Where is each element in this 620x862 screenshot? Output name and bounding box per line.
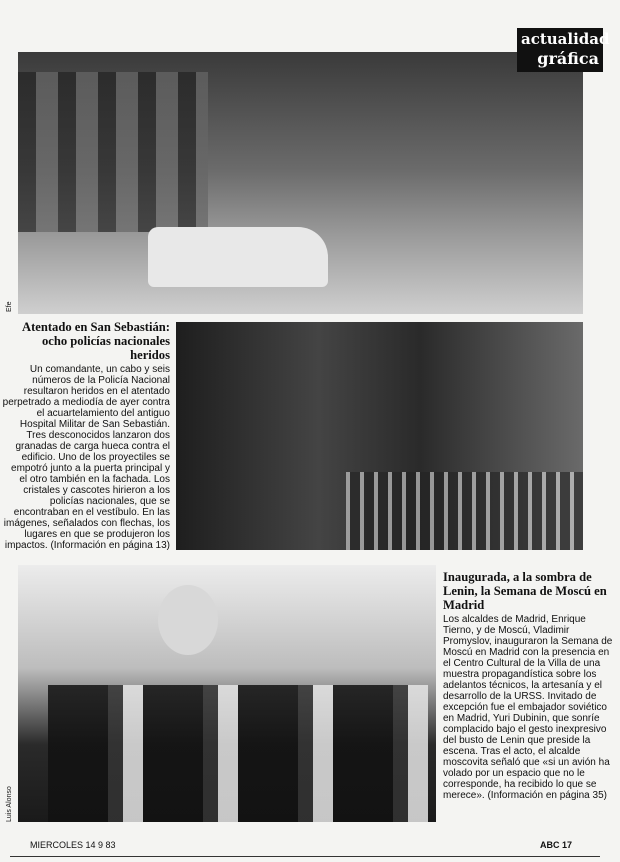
- footer-page-number: ABC 17: [540, 840, 573, 850]
- photo-credit-2: Luis Alonso: [6, 786, 13, 822]
- story1-headline: Atentado en San Sebastián: ocho policías nacionales heridos: [21, 320, 170, 362]
- photo-building-facade: [176, 322, 583, 550]
- footer-date: MIERCOLES 14 9 83: [30, 840, 116, 850]
- photo-san-sebastian-street: [18, 52, 583, 314]
- section-label: [517, 28, 610, 72]
- photo-moscow-week-inauguration: [18, 565, 436, 822]
- story2-body: Los alcaldes de Madrid, Enrique Tierno, y de Moscú, Vladimir Promyslov, inauguraron la Semana de Moscú en Madrid con la presencia en el Centro Cultural de la Villa de una muestra propagandística sobre los adelantos técnicos, la artesanía y el desarrollo de la URSS. Invitado de excepción fue el embajador soviético en Madrid, Yuri Dubinin, que sonríe complacido bajo el gesto inexpresivo del busto de Lenin que preside la escena. Tras el acto, el alcalde moscovita señaló que «si un avión ha volado por un espacio que no le corresponde, ha recibido lo que se merece». (Información en página 35): [443, 614, 613, 801]
- story2-headline: Inaugurada, a la sombra de Lenin, la Semana de Moscú en Madrid: [443, 570, 607, 612]
- story1-body: Un comandante, un cabo y seis números de la Policía Nacional resultaron heridos en el atentado perpetrado a mediodía de ayer contra el acuartelamiento del antiguo Hospital Militar de San Sebastián. Tres desconocidos lanzaron dos granadas de carga hueca contra el edificio. Uno de los proyectiles se empotró junto a la puerta principal y el otro también en la fachada. Los cristales y cascotes hirieron a los policías nacionales, que se encontraban en el vestíbulo. En las imágenes, señalados con flechas, los lugares en que se produjeron los impactos. (Información en página 13): [2, 364, 170, 551]
- section-label-line1: actualidad: [521, 30, 610, 48]
- section-label-line2: gráfica: [537, 49, 599, 68]
- photo-credit-1: Efe: [6, 301, 13, 312]
- story2-caption: [443, 570, 613, 801]
- footer-rule: [10, 856, 600, 857]
- story1-caption: [2, 320, 170, 551]
